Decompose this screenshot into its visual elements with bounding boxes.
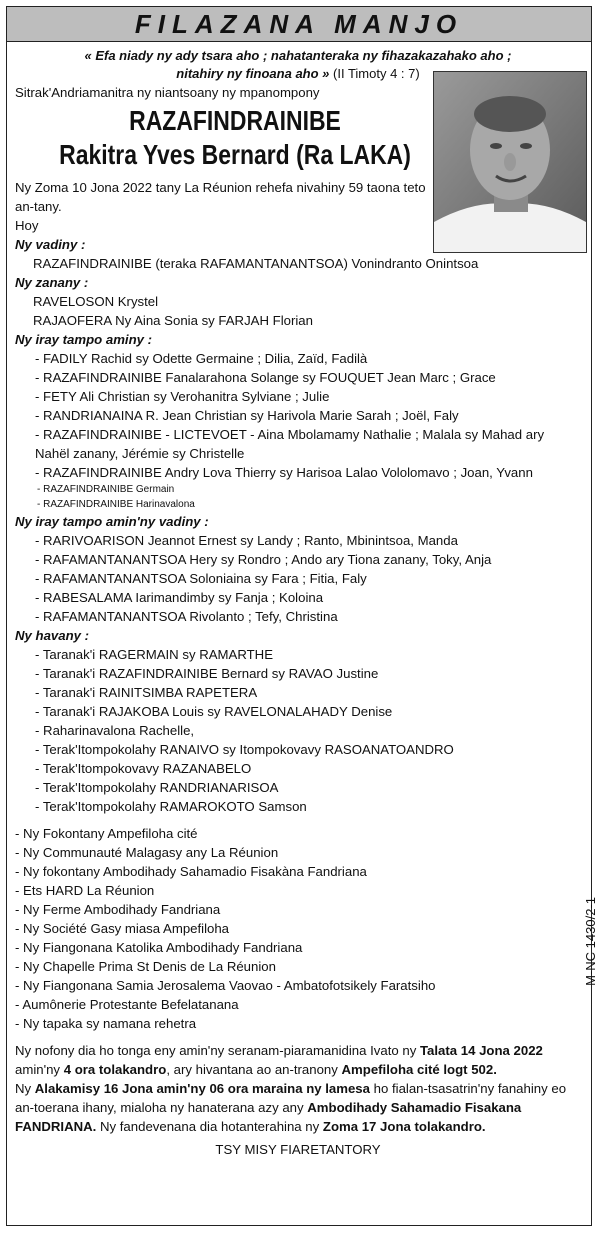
list-item: - Ny Ferme Ambodihady Fandriana [15,902,221,917]
havany-label: Ny havany : [15,628,90,643]
list-item: - Ny Fiangonana Katolika Ambodihady Fandriana [15,940,303,955]
list-item: - Aumônerie Protestante Befelatanana [15,997,239,1012]
list-item: - FADILY Rachid sy Odette Germaine ; Dilia, Zaïd, Fadilà [35,351,368,366]
quote-line-1: « Efa niady ny ady tsara aho ; nahatanteraka ny fihazakazahako aho ; [84,48,512,63]
intro-line: Sitrak'Andriamanitra ny niantsoany ny mpanompony [15,85,320,100]
list-item: - Terak'Itompokolahy RANAIVO sy Itompokovavy RASOANATOANDRO [35,742,454,757]
vadiny-label: Ny vadiny : [15,237,86,252]
list-item: - RABESALAMA Iarimandimby sy Fanja ; Koloina [35,590,324,605]
iray-tampo-vadiny-label: Ny iray tampo amin'ny vadiny : [15,514,209,529]
list-item: - Ny fokontany Ambodihady Sahamadio Fisakàna Fandriana [15,864,367,879]
list-item: - Taranak'i RAZAFINDRAINIBE Bernard sy RAVAO Justine [35,666,379,681]
list-item: - RAZAFINDRAINIBE Andry Lova Thierry sy Harisoa Lalao Vololomavo ; Joan, Yvann [35,465,533,480]
death-line-2: an-tany. [15,199,62,214]
bible-quote [15,47,581,83]
deceased-given-name: Rakitra Yves Bernard (Ra LAKA) [59,139,411,170]
list-item: - Ny Fiangonana Samia Jerosalema Vaovao - Ambatofotsikely Faratsiho [15,978,436,993]
quote-line-2: nitahiry ny finoana aho » [176,66,330,81]
list-item: - RAFAMANTANANTSOA Hery sy Rondro ; Ando ary Tiona zanany, Toky, Anja [35,552,492,567]
footer-note: TSY MISY FIARETANTORY [215,1142,381,1157]
list-item: RAJAOFERA Ny Aina Sonia sy FARJAH Florian [33,313,313,328]
list-item: - Raharinavalona Rachelle, [35,723,195,738]
iray-tampo-label: Ny iray tampo aminy : [15,332,153,347]
list-item: - Ny Société Gasy miasa Ampefiloha [15,921,230,936]
list-item-small: - RAZAFINDRAINIBE Harinavalona [37,499,195,510]
list-item: - Terak'Itompokolahy RANDRIANARISOA [35,780,279,795]
obituary-notice: FILAZANA MANJO « Efa niady ny ady tsara aho ; nahatanteraka ny fihazakazahako aho ; nitahiry ny finoana aho » (II Timoty 4 : 7) Sitrak'Andriamanitra ny niantsoany ny mpanompony RAZAFINDRAINIBE Rakitra Yves Bernard (Ra LAKA) Ny Zoma 10 Jona 2022 tany La Réunion rehefa nivahiny 59 taona teto an-tany. Hoy Ny vadiny : RAZAFINDRAINIBE (teraka RAFAMANTANANTSOA) Vonindranto Onintsoa Ny zanany : RAVELOSON Krystel RAJAOFERA Ny Aina Sonia sy FARJAH Florian Ny iray tampo aminy : - FADILY Rachid sy Odette Germaine ; Dilia, Zaïd, Fadilà - RAZAFINDRAINIBE Fanalarahona Solange sy FOUQUET Jean Marc ; Grace - FETY Ali Christian sy Verohanitra Sylviane ; Julie - RANDRIANAINA R. Jean Christian sy Harivola Marie Sarah ; Joël, Faly - RAZAFINDRAINIBE - LICTEVOET - Aina Mbolamamy Nathalie ; Malala sy Mahad ary Nahël zanany, Jérémie sy Christelle - RAZAFINDRAINIBE Andry Lova Thierry sy Harisoa Lalao Vololomavo ; Joan, Yvann - RAZAFINDRAINIBE Germain - RAZAFINDRAINIBE Harinavalona Ny iray tampo amin'ny vadiny : - RARIVOARISON Jeannot Ernest sy Landy ; Ranto, Mbinintsoa, Manda - RAFAMANTANANTSOA Hery sy Rondro ; Ando ary Tiona zanany, Toky, Anja - RAFAMANTANANTSOA Soloniaina sy Fara ; Fitia, Faly - RABESALAMA Iarimandimby sy Fanja ; Koloina - RAFAMANTANANTSOA Rivolanto ; Tefy, Christina Ny havany : - Taranak'i RAGERMAIN sy RAMARTHE - Taranak'i RAZAFINDRAINIBE Bernard sy RAVAO Justine - Taranak'i RAINITSIMBA RAPETERA - Taranak'i RAJAKOBA Louis sy RAVELONALAHADY Denise - Raharinavalona Rachelle, - Terak'Itompokolahy RANAIVO sy Itompokovavy RASOANATOANDRO - Terak'Itompokovavy RAZANABELO - Terak'Itompokolahy RANDRIANARISOA - Terak'Itompokolahy RAMAROKOTO Samson - Ny Fokontany Ampefiloha cité - Ny Communauté Malagasy any La Réunion - Ny fokontany Ambodihady Sahamadio Fisakàna Fandriana - Ets HARD La Réunion - Ny Ferme Ambodihady Fandriana - Ny Société Gasy miasa Ampefiloha - Ny Fiangonana Katolika Ambodihady Fandriana - Ny Chapelle Prima St Denis de La Réunion - Ny Fiangonana Samia Jerosalema Vaovao - Ambatofotsikely Faratsiho - Aumônerie Protestante Befelatanana - Ny tapaka sy namana rehetra Ny nofony dia ho tonga eny amin'ny seranam-piaramanidina Ivato ny Talata 14 Jona 2022 amin'ny 4 ora tolakandro, ary hivantana ao an-tranony Ampefiloha cité logt 502. Ny Alakamisy 16 Jona amin'ny 06 ora maraina ny lamesa ho fialan-tsasatrin'ny fanahiny eo an-toerana ihany, mialoha ny hanaterana azy any Ambodihady Sahamadio Fisakana FANDRIANA. Ny fandevenana dia hotanterahina ny Zoma 17 Jona tolakandro. TSY MISY FIARETANTORY M-NC 1430/2-1 [6,6,592,1226]
arrangements-paragraph-1: Ny nofony dia ho tonga eny amin'ny seranam-piaramanidina Ivato ny Talata 14 Jona 2022 amin'ny 4 ora tolakandro, ary hivantana ao an-tranony Ampefiloha cité logt 502. [15,1043,543,1077]
arrangements-text [15,1041,581,1136]
list-item: - RAZAFINDRAINIBE - LICTEVOET - Aina Mbolamamy Nathalie ; Malala sy Mahad ary Nahël zanany, Jérémie sy Christelle [35,427,545,461]
quote-reference: (II Timoty 4 : 7) [333,66,420,81]
arrangements-paragraph-2: Ny Alakamisy 16 Jona amin'ny 06 ora maraina ny lamesa ho fialan-tsasatrin'ny fanahiny eo an-toerana ihany, mialoha ny hanaterana azy any Ambodihady Sahamadio Fisakana FANDRIANA. Ny fandevenana dia hotanterahina ny Zoma 17 Jona tolakandro. [15,1081,567,1134]
zanany-label: Ny zanany : [15,275,89,290]
deceased-surname: RAZAFINDRAINIBE [129,105,341,136]
notice-body [15,45,581,1159]
header-title: FILAZANA MANJO [134,8,464,39]
list-item: - Ny Chapelle Prima St Denis de La Réunion [15,959,276,974]
list-item: - Taranak'i RAJAKOBA Louis sy RAVELONALAHADY Denise [35,704,393,719]
list-item: - Terak'Itompokovavy RAZANABELO [35,761,252,776]
list-item: - RANDRIANAINA R. Jean Christian sy Harivola Marie Sarah ; Joël, Faly [35,408,459,423]
list-item: RAZAFINDRAINIBE (teraka RAFAMANTANANTSOA) Vonindranto Onintsoa [33,256,479,271]
list-item: - RAFAMANTANANTSOA Soloniaina sy Fara ; Fitia, Faly [35,571,367,586]
list-item: - RAFAMANTANANTSOA Rivolanto ; Tefy, Christina [35,609,338,624]
list-item: - Terak'Itompokolahy RAMAROKOTO Samson [35,799,307,814]
death-line-1: Ny Zoma 10 Jona 2022 tany La Réunion rehefa nivahiny 59 taona teto [15,180,426,195]
list-item: - RARIVOARISON Jeannot Ernest sy Landy ; Ranto, Mbinintsoa, Manda [35,533,458,548]
list-item: RAVELOSON Krystel [33,294,159,309]
list-item: - Ny Communauté Malagasy any La Réunion [15,845,279,860]
header-banner [7,7,591,42]
list-item: - FETY Ali Christian sy Verohanitra Sylviane ; Julie [35,389,330,404]
hoy-label: Hoy [15,218,39,233]
list-item-small: - RAZAFINDRAINIBE Germain [37,484,175,495]
list-item: - Taranak'i RAINITSIMBA RAPETERA [35,685,258,700]
list-item: - RAZAFINDRAINIBE Fanalarahona Solange sy FOUQUET Jean Marc ; Grace [35,370,496,385]
list-item: - Ny Fokontany Ampefiloha cité [15,826,198,841]
list-item: - Ets HARD La Réunion [15,883,155,898]
organizations-list [15,824,581,1033]
list-item: - Taranak'i RAGERMAIN sy RAMARTHE [35,647,273,662]
list-item: - Ny tapaka sy namana rehetra [15,1016,197,1031]
